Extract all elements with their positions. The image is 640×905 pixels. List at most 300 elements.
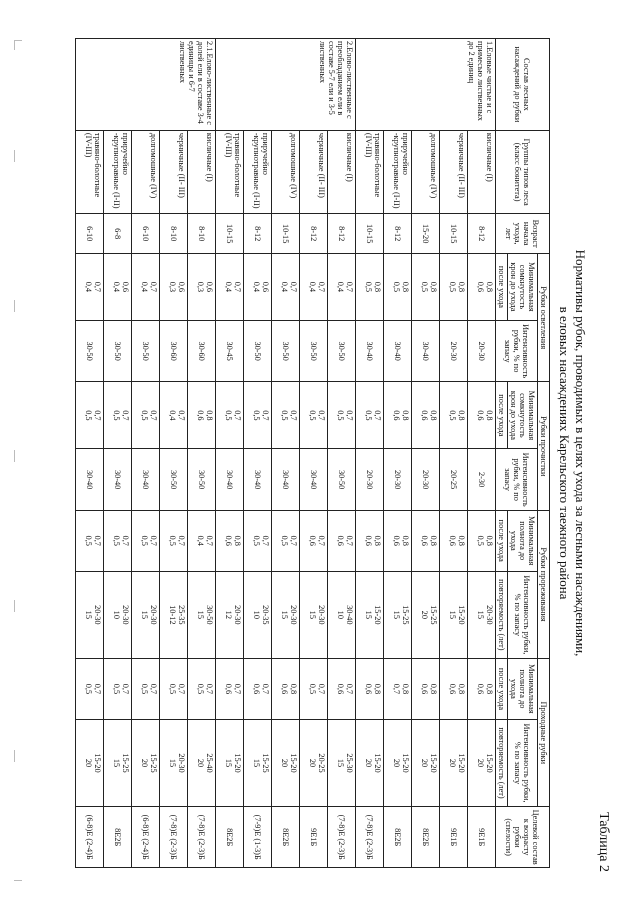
osv-intensity: 20-30 bbox=[468, 320, 496, 382]
value-bottom: 0,5 bbox=[364, 410, 373, 421]
value-bottom: 20 bbox=[140, 758, 149, 768]
value-bottom: 0,6 bbox=[476, 683, 485, 695]
value-top: 25-30 bbox=[345, 753, 354, 773]
osv-intensity: 30-40 bbox=[412, 320, 440, 382]
header-proreg-repeat: повторяемость (лет) bbox=[496, 571, 508, 659]
osv-intensity: 30-60 bbox=[188, 320, 216, 382]
value-top: 0,7 bbox=[317, 410, 326, 421]
value-top: 15-25 bbox=[261, 753, 270, 773]
value-top: 15-20 bbox=[401, 753, 410, 773]
value-bottom: 20 bbox=[84, 758, 93, 768]
proch-intensity: 30-40 bbox=[244, 449, 272, 511]
proreg-intensity bbox=[216, 571, 244, 659]
osv-intensity: 30-60 bbox=[160, 320, 188, 382]
value-top: 20-30 bbox=[289, 605, 298, 625]
target-composition: 9Е1Б bbox=[300, 807, 328, 868]
value-bottom: 0,6 bbox=[448, 535, 457, 546]
header-prochistka: Рубки прочистки bbox=[538, 382, 550, 510]
value-bottom: 15 bbox=[84, 610, 93, 619]
value-bottom: 0,4 bbox=[280, 281, 289, 293]
prohod-density bbox=[384, 659, 412, 720]
value-top: 15-20 bbox=[233, 753, 242, 773]
value-bottom: 0,5 bbox=[336, 410, 345, 421]
value-top: 15-20 bbox=[373, 753, 382, 773]
start-age: 8-12 bbox=[300, 214, 328, 254]
table-row bbox=[440, 39, 468, 868]
value-bottom: 20 bbox=[448, 758, 457, 768]
header-proreg-min: Минимальная полнота до ухода bbox=[508, 510, 538, 571]
value-bottom: 0,4 bbox=[112, 281, 121, 293]
value-bottom: 0,6 bbox=[364, 535, 373, 546]
title-line-2: в еловых насаждениях Карельского таежного района bbox=[557, 306, 572, 600]
value-top: 20-30 bbox=[485, 605, 494, 625]
header-start-age: Возраст начала ухода, лет bbox=[496, 214, 550, 254]
prohod-density bbox=[132, 659, 160, 720]
osv-intensity: 30-50 bbox=[132, 320, 160, 382]
value-bottom: 0,5 bbox=[448, 281, 457, 293]
value-top: 0,7 bbox=[317, 683, 326, 695]
proch-density bbox=[384, 382, 412, 449]
start-age: 10-15 bbox=[440, 214, 468, 254]
value-bottom: 0,6 bbox=[392, 535, 401, 546]
start-age: 8-12 bbox=[244, 214, 272, 254]
proch-intensity: 20-30 bbox=[384, 449, 412, 511]
header-proreg-after: после ухода bbox=[496, 510, 508, 571]
header-prohod-min: Минимальная полнота до ухода bbox=[508, 659, 538, 720]
value-top: 20-30 bbox=[317, 605, 326, 625]
table-row bbox=[216, 39, 244, 868]
value-bottom: 15 bbox=[336, 758, 345, 768]
proch-intensity: 30-50 bbox=[188, 449, 216, 511]
start-age: 8-12 bbox=[384, 214, 412, 254]
forest-type: долгомошные (IV) bbox=[412, 130, 440, 214]
value-bottom: 15 bbox=[364, 610, 373, 619]
forest-type: приручейно -крупнотравные (I-II) bbox=[384, 130, 412, 214]
value-bottom: 15 bbox=[140, 610, 149, 619]
value-bottom: 0,6 bbox=[476, 410, 485, 421]
value-top: 20-30 bbox=[177, 753, 186, 773]
start-age: 8-12 bbox=[328, 214, 356, 254]
value-top: 15-20 bbox=[93, 753, 102, 773]
value-bottom: 10 bbox=[336, 610, 345, 619]
value-bottom: 0,6 bbox=[336, 535, 345, 546]
value-bottom: 0,6 bbox=[476, 281, 485, 293]
value-bottom: 0,6 bbox=[420, 410, 429, 421]
value-bottom: 0,4 bbox=[196, 535, 205, 546]
value-top: 0,8 bbox=[429, 535, 438, 546]
proreg-intensity bbox=[132, 571, 160, 659]
osv-density bbox=[188, 254, 216, 321]
osv-intensity: 30-50 bbox=[76, 320, 104, 382]
proch-intensity: 30-40 bbox=[300, 449, 328, 511]
value-top: 0,8 bbox=[485, 281, 494, 293]
value-top: 30-40 bbox=[345, 605, 354, 625]
proreg-density bbox=[328, 510, 356, 571]
value-top: 0,7 bbox=[149, 535, 158, 546]
table-row bbox=[300, 39, 328, 868]
header-prohod-intens: Интенсивность рубки, % по запасу bbox=[508, 719, 538, 807]
value-bottom: 0,6 bbox=[308, 535, 317, 546]
value-bottom: 0,5 bbox=[84, 410, 93, 421]
start-age: 8-10 bbox=[188, 214, 216, 254]
prohod-intensity bbox=[384, 719, 412, 807]
value-top: 0,7 bbox=[205, 535, 214, 546]
value-top: 0,8 bbox=[429, 683, 438, 695]
value-top: 0,7 bbox=[233, 281, 242, 293]
prohod-intensity bbox=[272, 719, 300, 807]
value-top: 0,7 bbox=[289, 281, 298, 293]
table-row bbox=[328, 39, 356, 868]
value-bottom: 0,4 bbox=[336, 281, 345, 293]
value-bottom: 0,6 bbox=[280, 683, 289, 695]
value-top: 0,8 bbox=[401, 410, 410, 421]
value-bottom: 0,5 bbox=[448, 410, 457, 421]
value-top: 20-30 bbox=[121, 605, 130, 625]
value-bottom: 20 bbox=[280, 758, 289, 768]
proreg-density bbox=[300, 510, 328, 571]
proch-intensity: 20-30 bbox=[412, 449, 440, 511]
prohod-density bbox=[356, 659, 384, 720]
value-top: 0,8 bbox=[289, 683, 298, 695]
value-top: 0,8 bbox=[373, 281, 382, 293]
value-bottom: 0,6 bbox=[224, 683, 233, 695]
value-top: 30-50 bbox=[205, 605, 214, 625]
table-row bbox=[244, 39, 272, 868]
header-prohod-after: после ухода bbox=[496, 659, 508, 720]
proch-intensity: 30-40 bbox=[104, 449, 132, 511]
start-age: 8-12 bbox=[468, 214, 496, 254]
target-composition: (7-9)Е (1-3)Б bbox=[244, 807, 272, 868]
value-top: 0,8 bbox=[457, 410, 466, 421]
start-age: 10-15 bbox=[356, 214, 384, 254]
proreg-density bbox=[356, 510, 384, 571]
value-top: 0,8 bbox=[485, 683, 494, 695]
value-top: 0,7 bbox=[233, 683, 242, 695]
header-osv-after: после ухода bbox=[496, 254, 508, 321]
proreg-intensity bbox=[272, 571, 300, 659]
start-age: 15-20 bbox=[412, 214, 440, 254]
value-top: 0,8 bbox=[485, 410, 494, 421]
value-bottom: 15 bbox=[196, 610, 205, 619]
proch-density bbox=[132, 382, 160, 449]
value-top: 25-35 bbox=[177, 605, 186, 625]
start-age: 6-8 bbox=[104, 214, 132, 254]
value-bottom: 0,5 bbox=[168, 683, 177, 695]
value-bottom: 10-12 bbox=[168, 605, 177, 625]
proch-intensity: 30-50 bbox=[160, 449, 188, 511]
value-top: 0,7 bbox=[261, 410, 270, 421]
osv-intensity: 30-40 bbox=[356, 320, 384, 382]
value-top: 15-20 bbox=[485, 753, 494, 773]
value-top: 20-30 bbox=[149, 605, 158, 625]
osv-density bbox=[300, 254, 328, 321]
forest-type: травяно-болотные (IV-III) bbox=[356, 130, 384, 214]
value-top: 0,7 bbox=[93, 281, 102, 293]
table-row bbox=[384, 39, 412, 868]
prohod-intensity bbox=[244, 719, 272, 807]
proch-intensity: 30-40 bbox=[132, 449, 160, 511]
rotated-page bbox=[70, 28, 610, 878]
prohod-density bbox=[216, 659, 244, 720]
prohod-density bbox=[160, 659, 188, 720]
value-top: 15-20 bbox=[289, 753, 298, 773]
value-top: 0,7 bbox=[233, 410, 242, 421]
osv-density bbox=[160, 254, 188, 321]
prohod-density bbox=[300, 659, 328, 720]
value-bottom: 20 bbox=[196, 758, 205, 768]
value-bottom: 0,5 bbox=[112, 683, 121, 695]
group-label: 1.Еловые чистые и с примесью лиственных до 2 единиц bbox=[356, 39, 496, 131]
value-bottom: 15 bbox=[448, 610, 457, 619]
proch-density bbox=[76, 382, 104, 449]
value-bottom: 0,5 bbox=[364, 281, 373, 293]
value-top: 0,8 bbox=[401, 535, 410, 546]
osv-density bbox=[440, 254, 468, 321]
value-bottom: 0,6 bbox=[364, 683, 373, 695]
header-prohod-repeat: повторяемость (лет) bbox=[496, 719, 508, 807]
table-row bbox=[132, 39, 160, 868]
prohod-density bbox=[272, 659, 300, 720]
proreg-intensity bbox=[328, 571, 356, 659]
proch-intensity: 30-40 bbox=[76, 449, 104, 511]
prohod-intensity bbox=[412, 719, 440, 807]
proreg-density bbox=[188, 510, 216, 571]
proch-density bbox=[328, 382, 356, 449]
prohod-density bbox=[76, 659, 104, 720]
value-bottom: 0,5 bbox=[308, 683, 317, 695]
value-bottom: 0,4 bbox=[252, 281, 261, 293]
value-top: 20-25 bbox=[317, 753, 326, 773]
proch-density bbox=[216, 382, 244, 449]
value-bottom: 0,6 bbox=[420, 535, 429, 546]
group-label: 2.Елово-лиственные с преобладанием ели в составе 5-7 ели и 3-5 лиственных bbox=[216, 39, 356, 131]
target-composition: 8Е2Б bbox=[216, 807, 244, 868]
osv-density bbox=[412, 254, 440, 321]
value-bottom: 0,5 bbox=[476, 535, 485, 546]
value-bottom: 0,5 bbox=[280, 535, 289, 546]
value-top: 0,8 bbox=[485, 535, 494, 546]
prohod-intensity bbox=[356, 719, 384, 807]
value-top: 15-20 bbox=[457, 605, 466, 625]
value-bottom: 0,4 bbox=[168, 410, 177, 421]
proreg-density bbox=[384, 510, 412, 571]
forest-type: долгомошные (IV) bbox=[132, 130, 160, 214]
osv-density bbox=[132, 254, 160, 321]
target-composition: (7-8)Е (2-3)Б bbox=[188, 807, 216, 868]
value-top: 20-35 bbox=[261, 605, 270, 625]
value-top: 0,7 bbox=[177, 410, 186, 421]
value-bottom: 0,5 bbox=[112, 535, 121, 546]
osv-intensity: 20-30 bbox=[440, 320, 468, 382]
osv-intensity: 30-50 bbox=[300, 320, 328, 382]
target-composition: 8Е2Б bbox=[104, 807, 132, 868]
osv-density bbox=[104, 254, 132, 321]
value-top: 0,6 bbox=[121, 281, 130, 293]
value-top: 0,6 bbox=[177, 281, 186, 293]
value-top: 0,7 bbox=[149, 410, 158, 421]
proreg-intensity bbox=[356, 571, 384, 659]
table-row bbox=[412, 39, 440, 868]
value-top: 15-25 bbox=[149, 753, 158, 773]
value-bottom: 0,5 bbox=[140, 683, 149, 695]
proreg-intensity bbox=[384, 571, 412, 659]
target-composition: 9Е1Б bbox=[440, 807, 468, 868]
value-bottom: 0,7 bbox=[392, 683, 401, 695]
header-proch-min: Минимальная сомкнутость крон до ухода bbox=[508, 382, 538, 449]
proch-density bbox=[468, 382, 496, 449]
table-row bbox=[272, 39, 300, 868]
forest-type: кисличные (I) bbox=[328, 130, 356, 214]
value-bottom: 0,4 bbox=[84, 281, 93, 293]
proch-intensity: 2-30 bbox=[468, 449, 496, 511]
value-top: 0,8 bbox=[457, 535, 466, 546]
forest-type: травяно-болотные (IV-III) bbox=[216, 130, 244, 214]
value-bottom: 15 bbox=[476, 610, 485, 619]
proch-density bbox=[300, 382, 328, 449]
value-top: 0,7 bbox=[93, 535, 102, 546]
value-bottom: 0,4 bbox=[224, 281, 233, 293]
target-composition: 8Е2Б bbox=[384, 807, 412, 868]
prohod-density bbox=[328, 659, 356, 720]
value-bottom: 0,4 bbox=[308, 281, 317, 293]
prohod-intensity bbox=[76, 719, 104, 807]
value-top: 0,7 bbox=[149, 281, 158, 293]
value-top: 0,7 bbox=[93, 410, 102, 421]
header-proch-intens: Интенсивность рубки, % по запасу bbox=[496, 449, 538, 511]
value-top: 0,8 bbox=[457, 281, 466, 293]
value-top: 15-20 bbox=[373, 605, 382, 625]
value-bottom: 20 bbox=[476, 758, 485, 768]
value-bottom: 15 bbox=[392, 610, 401, 619]
proch-intensity: 30-40 bbox=[272, 449, 300, 511]
header-target: Целевой состав к возрасту рубки (спелости) bbox=[496, 807, 550, 868]
proreg-intensity bbox=[76, 571, 104, 659]
value-bottom: 15 bbox=[252, 758, 261, 768]
value-top: 0,8 bbox=[373, 535, 382, 546]
proreg-density bbox=[412, 510, 440, 571]
target-composition: 8Е2Б bbox=[412, 807, 440, 868]
value-top: 25-40 bbox=[205, 753, 214, 773]
header-prohodnye: Проходные рубки bbox=[538, 659, 550, 807]
table-row bbox=[76, 39, 104, 868]
value-bottom: 15 bbox=[308, 610, 317, 619]
group-label: 2.1.Елово-лиственные с долей ели в составе 3-4 единицы и 6-7 лиственных bbox=[76, 39, 216, 131]
forest-type: приручейно -крупнотравные (I-II) bbox=[244, 130, 272, 214]
value-top: 0,7 bbox=[121, 410, 130, 421]
value-top: 0,7 bbox=[205, 683, 214, 695]
value-top: 15-25 bbox=[401, 605, 410, 625]
prohod-intensity bbox=[160, 719, 188, 807]
value-top: 0,8 bbox=[205, 410, 214, 421]
osv-intensity: 30-50 bbox=[244, 320, 272, 382]
value-top: 0,7 bbox=[177, 535, 186, 546]
osv-density bbox=[216, 254, 244, 321]
value-top: 15-20 bbox=[457, 753, 466, 773]
value-bottom: 0,6 bbox=[448, 683, 457, 695]
proch-intensity: 30-40 bbox=[216, 449, 244, 511]
proch-density bbox=[244, 382, 272, 449]
table-row bbox=[104, 39, 132, 868]
value-bottom: 20 bbox=[308, 758, 317, 768]
value-top: 0,8 bbox=[233, 535, 242, 546]
value-top: 0,7 bbox=[317, 535, 326, 546]
value-top: 0,7 bbox=[149, 683, 158, 695]
osv-intensity: 30-40 bbox=[384, 320, 412, 382]
proreg-intensity bbox=[104, 571, 132, 659]
proreg-intensity bbox=[160, 571, 188, 659]
proreg-density bbox=[216, 510, 244, 571]
osv-density bbox=[384, 254, 412, 321]
value-top: 15-25 bbox=[121, 753, 130, 773]
proreg-density bbox=[132, 510, 160, 571]
table-row bbox=[160, 39, 188, 868]
value-top: 15-25 bbox=[429, 605, 438, 625]
norms-table bbox=[75, 38, 550, 868]
prohod-intensity bbox=[216, 719, 244, 807]
value-bottom: 0,5 bbox=[84, 683, 93, 695]
table-row bbox=[188, 39, 216, 868]
proreg-intensity bbox=[244, 571, 272, 659]
target-composition: (6-8)Е (2-4)Б bbox=[132, 807, 160, 868]
value-top: 0,7 bbox=[121, 535, 130, 546]
start-age: 6-10 bbox=[132, 214, 160, 254]
prohod-density bbox=[440, 659, 468, 720]
proch-density bbox=[412, 382, 440, 449]
value-top: 0,7 bbox=[317, 281, 326, 293]
value-top: 0,7 bbox=[121, 683, 130, 695]
forest-type: черничные (II- III) bbox=[300, 130, 328, 214]
value-top: 0,7 bbox=[345, 410, 354, 421]
value-top: 0,7 bbox=[261, 535, 270, 546]
forest-type: приручейно -крупнотравные (I-II) bbox=[104, 130, 132, 214]
value-bottom: 20 bbox=[420, 758, 429, 768]
proch-density bbox=[440, 382, 468, 449]
target-composition: (6-8)Е (2-4)Б bbox=[76, 807, 104, 868]
start-age: 6-10 bbox=[76, 214, 104, 254]
value-bottom: 0,6 bbox=[252, 683, 261, 695]
target-composition: (7-8)Е (2-3)Б bbox=[328, 807, 356, 868]
osv-intensity: 30-50 bbox=[272, 320, 300, 382]
start-age: 8-10 bbox=[160, 214, 188, 254]
osv-density bbox=[356, 254, 384, 321]
prohod-density bbox=[104, 659, 132, 720]
proreg-intensity bbox=[440, 571, 468, 659]
proreg-density bbox=[440, 510, 468, 571]
header-osv-intens: Интенсивность рубки, % по запасу bbox=[496, 320, 538, 382]
value-bottom: 0,6 bbox=[336, 683, 345, 695]
osv-density bbox=[244, 254, 272, 321]
prohod-density bbox=[188, 659, 216, 720]
value-bottom: 0,6 bbox=[196, 410, 205, 421]
proch-intensity: 20-30 bbox=[356, 449, 384, 511]
osv-density bbox=[328, 254, 356, 321]
target-composition: (7-8)Е (2-3)Б bbox=[160, 807, 188, 868]
value-top: 0,6 bbox=[205, 281, 214, 293]
value-bottom: 15 bbox=[112, 758, 121, 768]
forest-type: кисличные (I) bbox=[188, 130, 216, 214]
start-age: 10-15 bbox=[272, 214, 300, 254]
value-bottom: 12 bbox=[224, 610, 233, 619]
value-top: 0,8 bbox=[401, 281, 410, 293]
value-bottom: 0,5 bbox=[140, 410, 149, 421]
value-top: 0,7 bbox=[93, 683, 102, 695]
prohod-intensity bbox=[132, 719, 160, 807]
osv-intensity: 30-50 bbox=[104, 320, 132, 382]
prohod-intensity bbox=[468, 719, 496, 807]
prohod-density bbox=[244, 659, 272, 720]
value-top: 15-20 bbox=[429, 753, 438, 773]
value-bottom: 0,5 bbox=[252, 410, 261, 421]
